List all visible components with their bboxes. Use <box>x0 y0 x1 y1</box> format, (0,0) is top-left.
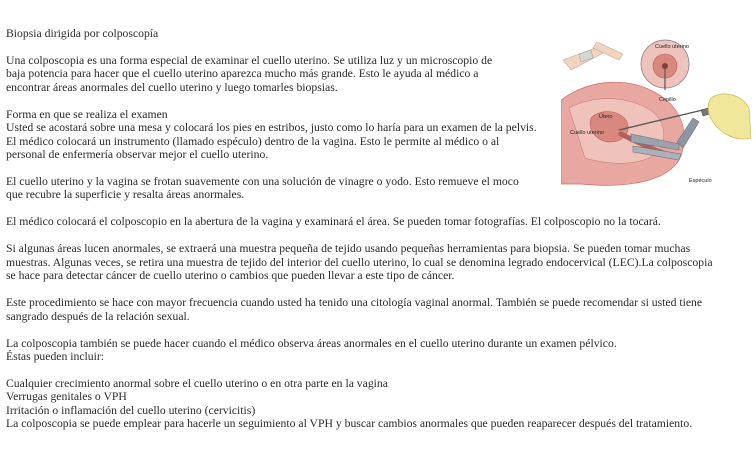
vinegar-paragraph <box>6 175 756 202</box>
document-body <box>6 27 756 431</box>
intro-paragraph <box>6 54 534 94</box>
text-line: se hace para detectar cáncer de cuello uterino o cambios que pueden llevar a este tipo de cáncer. <box>6 269 455 283</box>
list-item: Cualquier crecimiento anormal sobre el cuello uterino o en otra parte en la vagina <box>6 377 388 391</box>
procedure-paragraph <box>6 108 756 162</box>
label-uterus: Útero <box>599 114 613 120</box>
text-line: que recubre la superficie y resalta áreas anormales. <box>6 188 245 202</box>
list-item: La colposcopia se puede emplear para hacerle un seguimiento al VPH y buscar cambios anormales que pueden reaparecer después del tratamiento. <box>6 417 693 431</box>
frequency-paragraph <box>6 296 756 323</box>
section-heading: Forma en que se realiza el examen <box>6 107 168 121</box>
text-line: Usted se acostará sobre una mesa y colocará los pies en estribos, justo como lo haría para un examen de la pelvis. <box>6 121 537 135</box>
list-item: Verrugas genitales o VPH <box>6 390 127 404</box>
text-line: Una colposcopia es una forma especial de examinar el cuello uterino. Se utiliza luz y un microscopio de <box>6 54 493 67</box>
text-line: baja potencia para hacer que el cuello uterino aparezca mucho más grande. Esto le ayuda al médico a <box>6 67 479 81</box>
text-line: El médico colocará un instrumento (llamado espéculo) dentro de la vagina. Esto le permite al médico o al <box>6 134 500 148</box>
text-line: sangrado después de la relación sexual. <box>6 309 190 323</box>
text-line: personal de enfermería observar mejor el cuello uterino. <box>6 148 269 162</box>
list-item: Irritación o inflamación del cuello uterino (cervicitis) <box>6 403 256 417</box>
text-line: Si algunas áreas lucen anormales, se extraerá una muestra pequeña de tejido usando pequeñas herramientas para biopsia. Se pueden tomar muchas <box>6 242 691 256</box>
conditions-list <box>6 377 756 431</box>
text-line: encontrar áreas anormales del cuello uterino y luego tomarles biopsias. <box>6 80 338 94</box>
text-line: La colposcopia también se puede hacer cuando el médico observa áreas anormales en el cuello uterino durante un examen pélvico. <box>6 336 617 350</box>
text-line: Este procedimiento se hace con mayor frecuencia cuando usted ha tenido una citología vaginal anormal. También se puede recomendar si usted tiene <box>6 296 703 310</box>
text-line: El médico colocará el colposcopio en la abertura de la vagina y examinará el área. Se pueden tomar fotografías. El colposcopio no la tocará. <box>6 215 661 229</box>
label-brush: Cepillo <box>659 97 676 103</box>
biopsy-paragraph <box>6 242 756 282</box>
label-speculum: Espéculo <box>689 178 712 184</box>
text-line: Éstas pueden incluir: <box>6 350 105 364</box>
photos-paragraph <box>6 215 756 228</box>
text-line: El cuello uterino y la vagina se frotan suavemente con una solución de vinagre o yodo. Esto remueve el moco <box>6 175 519 189</box>
text-line: muestras. Algunas veces, se retira una muestra de tejido del interior del cuello uterino, lo cual se denomina legrado endocervical (LEC).La colposcopia <box>6 255 713 269</box>
abnormal-paragraph <box>6 337 756 364</box>
page-title: Biopsia dirigida por colposcopía <box>6 27 159 40</box>
label-cervix-side: Cuello uterino <box>570 130 604 136</box>
label-cervix: Cuello uterino <box>655 44 689 50</box>
